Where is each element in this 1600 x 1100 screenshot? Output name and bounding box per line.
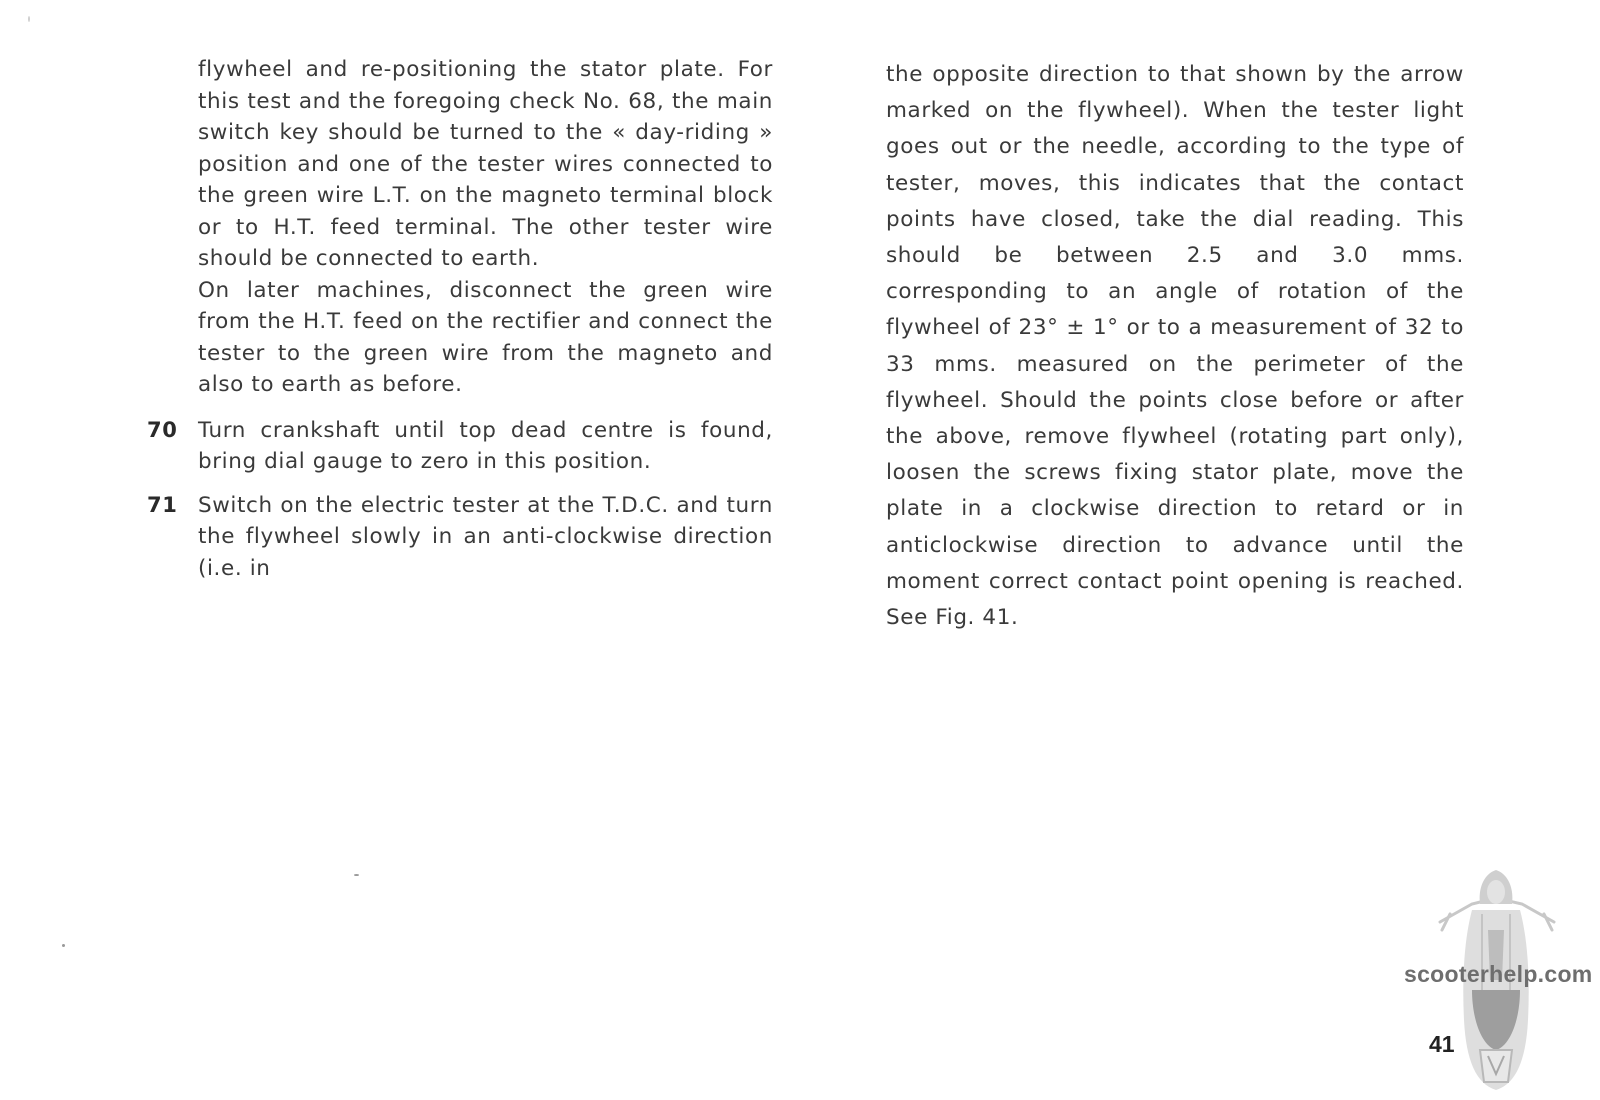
page-number: 41 (1429, 1031, 1455, 1057)
continuation-paragraph: the opposite direction to that shown by the arrow marked on the flywheel). When the tester light goes out or the needle, according to the type of tester, moves, this indicates that the contact points have closed, take the dial reading. This should be between 2.5 and 3.0 mms. corresponding to an angle of rotation of the flywheel of 23° ± 1° or to a measurement of 32 to 33 mms. measured on the perimeter of the flywheel. Should the points close before or after the above, remove flywheel (rotating part only), loosen the screws fixing stator plate, move the plate in a clockwise direction to retard or in anticlockwise direction to advance until the moment correct contact point opening is reached. See Fig. 41. (886, 62, 1464, 631)
scan-speck (354, 874, 359, 876)
watermark-text: scooterhelp.com (1404, 961, 1593, 987)
left-column (147, 54, 773, 584)
intro-paragraph: flywheel and re-positioning the stator plate. For this test and the foregoing check No. 68, the main switch key should be turned to the « day-riding » position and one of the tester wires connected to the green wire L.T. on the magneto terminal block or to H.T. feed terminal. The other tester wire should be connected to earth. (198, 57, 773, 271)
scan-speck (28, 16, 30, 22)
later-machines-paragraph: On later machines, disconnect the green wire from the H.T. feed on the rectifier and connect the tester to the green wire from the magneto and also to earth as before. (198, 277, 773, 397)
step-number: 71 (147, 492, 178, 517)
step-number: 70 (147, 417, 178, 442)
step-text: Switch on the electric tester at the T.D.C. and turn the flywheel slowly in an anti-clockwise direction (i.e. in (198, 492, 773, 581)
step-71 (147, 490, 773, 585)
step-text: Turn crankshaft until top dead centre is found, bring dial gauge to zero in this position. (198, 417, 773, 474)
scan-speck (62, 944, 65, 947)
step-70 (147, 415, 773, 478)
right-column (886, 57, 1464, 636)
